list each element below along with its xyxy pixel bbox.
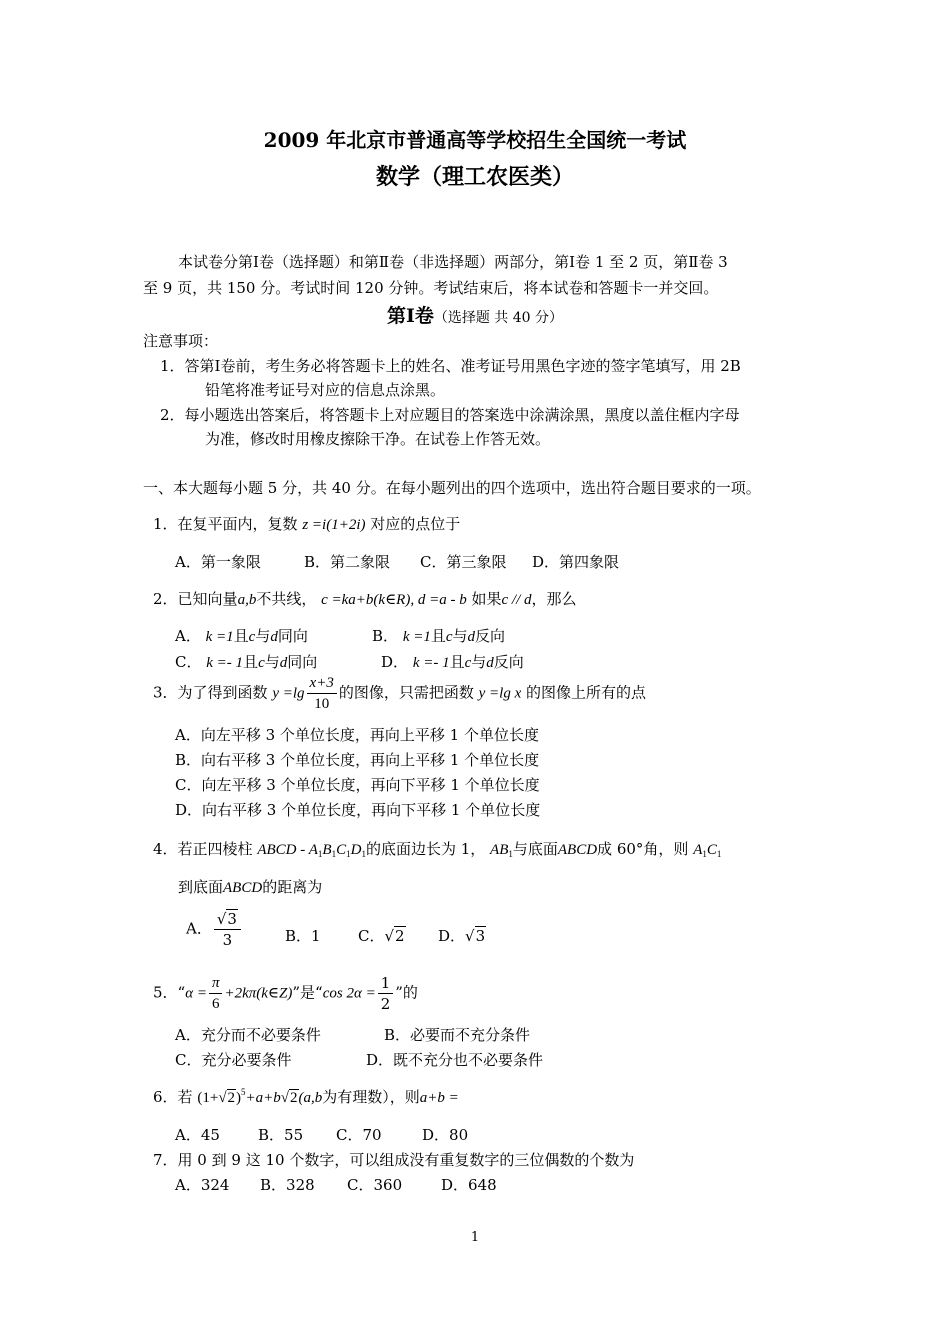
- q3-fraction-numerator: x+3: [307, 673, 337, 694]
- q4-option-c-label: C．: [358, 927, 385, 945]
- q4-a1c1-c: C: [706, 842, 717, 858]
- q4-option-d-label: D．: [438, 927, 466, 945]
- q4-stem: 若正四棱柱: [177, 840, 253, 858]
- q1-option-c: C．第三象限: [420, 553, 507, 571]
- q6-ab: (a,b: [298, 1090, 323, 1106]
- q3-text-1: 的图像，只需把函数: [338, 683, 474, 702]
- q2-stem: 已知向量: [177, 590, 238, 608]
- notice-item-2-line-1: 2．每小题选出答案后，将答题卡上对应题目的答案选中涂满涂黑，黑度以盖住框内字母: [160, 406, 740, 424]
- q2-option-b-k: k =1: [402, 629, 431, 645]
- q3-option-b: B．向右平移 3 个单位长度，再向上平移 1 个单位长度: [175, 751, 540, 769]
- q4-option-a-denominator: 3: [222, 931, 233, 949]
- question-6: [153, 1086, 459, 1107]
- q2-text-3: ，那么: [531, 590, 577, 608]
- question-7: 7．用 0 到 9 这 10 个数字，可以组成没有重复数字的三位偶数的个数为: [153, 1151, 635, 1169]
- q5-one: 1: [378, 973, 394, 994]
- part1-subtitle: （选择题 共 40 分）: [433, 310, 564, 326]
- q5-option-b: B．必要而不充分条件: [384, 1026, 531, 1044]
- q2-expression: c =ka+b(k∈R), d =a - b: [321, 592, 467, 608]
- q4-abcd: ABCD: [557, 842, 598, 858]
- q1-option-a: A．第一象限: [175, 553, 261, 571]
- q5-close-quote: ”是“: [292, 983, 323, 1002]
- q2-option-b-t2: 与: [452, 627, 468, 645]
- question-5: [153, 973, 418, 1014]
- q5-six: 6: [211, 996, 220, 1012]
- q6-rparen: ): [236, 1090, 242, 1106]
- q4-sub-a: 1: [317, 849, 323, 859]
- q3-text-2: 的图像上所有的点: [526, 683, 647, 702]
- q3-fraction: [307, 673, 337, 714]
- q2-option-b-label: B．: [372, 627, 399, 645]
- q7-option-d: D．648: [441, 1176, 497, 1194]
- q3-option-a: A．向左平移 3 个单位长度，再向上平移 1 个单位长度: [175, 726, 539, 744]
- q4-line2-text-2: 的距离为: [262, 878, 323, 896]
- q3-fraction-denominator: 10: [314, 696, 330, 712]
- q2-option-a: [175, 625, 308, 646]
- q4-text-3: 成 60°角，则: [597, 840, 689, 858]
- q2-option-c-t3: 同向: [287, 653, 318, 671]
- page-number: 1: [470, 1230, 480, 1245]
- section1-intro: 一、本大题每小题 5 分，共 40 分。在每小题列出的四个选项中，选出符合题目要求的一项。: [143, 479, 761, 497]
- q6-power: 5: [241, 1087, 246, 1097]
- exam-subtitle: 数学（理工农医类）: [375, 164, 574, 190]
- q3-expression-2: y =lg x: [478, 685, 522, 702]
- exam-title: 2009 年北京市普通高等学校招生全国统一考试: [263, 128, 687, 152]
- question-3: [153, 673, 646, 714]
- q2-option-a-k: k =1: [205, 629, 234, 645]
- q2-option-c-label: C．: [175, 653, 202, 671]
- q4-text-2: 与底面: [512, 840, 558, 858]
- q2-option-a-d: d: [270, 629, 278, 645]
- q5-alpha-eq: α =: [185, 985, 207, 1002]
- q5-open-quote: “: [177, 983, 186, 1002]
- q2-option-a-t1: 且: [233, 627, 249, 645]
- q2-option-c-d: d: [279, 655, 288, 671]
- q2-option-a-t3: 同向: [277, 627, 308, 645]
- q4-a1c1-sub-c: 1: [716, 849, 722, 859]
- q2-option-d-k: k =- 1: [412, 655, 450, 671]
- q4-ab1-text: AB: [490, 842, 509, 858]
- q6-stem: 若: [177, 1088, 193, 1106]
- q4-line2-text-1: 到底面: [178, 878, 224, 896]
- part1-heading: [0, 301, 950, 328]
- q4-number: 4．: [153, 840, 178, 858]
- q6-mid: +a+b: [245, 1090, 281, 1106]
- q4-option-a-label: A．: [186, 919, 212, 938]
- q4-option-b: B．1: [285, 927, 321, 945]
- q5-pi: π: [209, 973, 223, 994]
- q3-option-d: D．向右平移 3 个单位长度，再向下平移 1 个单位长度: [175, 801, 541, 819]
- notice-item-1-line-1: 1．答第Ⅰ卷前，考生务必将答题卡上的姓名、准考证号用黑色字迹的签字笔填写，用 2B: [160, 357, 741, 375]
- q5-option-a: A．充分而不必要条件: [175, 1026, 321, 1044]
- q1-option-d: D．第四象限: [532, 553, 620, 571]
- q3-stem: 为了得到函数: [177, 683, 268, 702]
- q4-option-c: C．√2: [358, 927, 405, 945]
- q4-a1c1-a: A: [693, 842, 703, 858]
- q4-prism-c: C: [336, 842, 347, 858]
- q2-option-c-t2: 与: [264, 653, 280, 671]
- q2-option-b-d: d: [467, 629, 476, 645]
- intro-line-1: 本试卷分第Ⅰ卷（选择题）和第Ⅱ卷（非选择题）两部分，第Ⅰ卷 1 至 2 页，第Ⅱ卷 3: [178, 253, 728, 271]
- q6-expression: $(1+√2)^5+a+b√2(a,b$: [197, 1087, 323, 1106]
- q1-expression: z =i(1+2i): [302, 517, 366, 533]
- question-4: [153, 838, 721, 859]
- q2-option-d-t1: 且: [449, 653, 465, 671]
- q4-option-a-fraction: [214, 909, 241, 950]
- q4-option-a: [186, 909, 243, 950]
- question-2: [153, 588, 577, 609]
- q4-prism-b: B: [322, 842, 332, 858]
- q4-prism: [257, 842, 366, 858]
- q4-line2-abcd: ABCD: [223, 880, 263, 896]
- notice-item-1-line-2: 铅笔将准考证号对应的信息点涂黑。: [205, 381, 446, 399]
- q1-stem: 在复平面内，复数: [177, 515, 298, 533]
- q4-option-a-radicand: 3: [227, 910, 237, 928]
- question-1: [153, 513, 460, 534]
- q4-a1c1: [693, 842, 721, 858]
- q4-option-c-radicand: 2: [395, 927, 405, 945]
- q2-option-d-c: c: [464, 655, 472, 671]
- q4-option-a-numerator: √3: [214, 909, 241, 930]
- q2-option-b-c: c: [445, 629, 453, 645]
- q3-y-lg: y =lg: [272, 685, 305, 702]
- q2-option-b-t3: 反向: [475, 627, 506, 645]
- q7-option-a: A．324: [175, 1176, 230, 1194]
- q2-option-b-t1: 且: [430, 627, 446, 645]
- q4-option-d-radicand: 3: [475, 927, 486, 945]
- notice-heading: 注意事项：: [143, 332, 219, 350]
- q6-lparen: (1+: [197, 1090, 219, 1106]
- q2-ab: a,b: [237, 592, 257, 608]
- q4-ab1-sub: 1: [508, 849, 513, 859]
- q4-text-1: 的底面边长为 1，: [365, 840, 486, 858]
- q1-number: 1．: [153, 515, 178, 533]
- q6-option-d: D．80: [422, 1126, 469, 1144]
- q2-option-a-label: A．: [175, 627, 201, 645]
- q1-tail: 对应的点位于: [370, 515, 461, 533]
- q2-option-b: [372, 625, 505, 646]
- q2-option-d: [381, 651, 524, 672]
- q2-parallel: c // d: [501, 592, 532, 608]
- q2-option-c-k: k =- 1: [206, 655, 244, 671]
- q6-option-b: B．55: [258, 1126, 304, 1144]
- q5-end: ”的: [395, 983, 418, 1002]
- q4-a1c1-sub-a: 1: [702, 849, 707, 859]
- q2-option-d-t2: 与: [471, 653, 487, 671]
- q5-half: [378, 973, 394, 1014]
- q1-option-b: B．第二象限: [304, 553, 391, 571]
- q6-end: a+b =: [419, 1090, 459, 1106]
- q2-option-c-c: c: [258, 655, 265, 671]
- q3-option-c: C．向左平移 3 个单位长度，再向下平移 1 个单位长度: [175, 776, 540, 794]
- q5-rest: +2kπ(k∈Z): [224, 985, 293, 1002]
- intro-line-2: 至 9 页，共 150 分。考试时间 120 分钟。考试结束后，将本试卷和答题卡一并交回。: [143, 279, 719, 297]
- q7-option-b: B．328: [260, 1176, 315, 1194]
- part1-title: 第Ⅰ卷: [386, 305, 434, 327]
- q2-option-a-t2: 与: [255, 627, 271, 645]
- q4-prism-d: D: [350, 842, 362, 858]
- q2-text-1: 不共线，: [256, 590, 317, 608]
- q2-option-c-t1: 且: [243, 653, 259, 671]
- q5-number: 5．: [153, 983, 178, 1002]
- q2-option-d-label: D．: [381, 653, 409, 671]
- q5-cos: cos 2α =: [322, 985, 376, 1002]
- q6-radicand-2: 2: [290, 1090, 298, 1106]
- q4-sub-d: 1: [361, 849, 366, 859]
- q4-option-d: D．√3: [438, 927, 486, 945]
- q2-text-2: 如果: [471, 590, 502, 608]
- q5-option-d: D．既不充分也不必要条件: [366, 1051, 544, 1069]
- q4-line-2: [178, 876, 322, 897]
- q2-option-c: [175, 651, 317, 672]
- q6-option-c: C．70: [336, 1126, 382, 1144]
- q2-option-a-c: c: [248, 629, 256, 645]
- q5-option-c: C．充分必要条件: [175, 1051, 292, 1069]
- q4-prism-abcd-a: ABCD - A: [257, 842, 318, 858]
- q5-two: 2: [380, 995, 391, 1013]
- q2-number: 2．: [153, 590, 178, 608]
- q6-number: 6．: [153, 1088, 178, 1106]
- q2-option-d-d: d: [486, 655, 494, 671]
- q4-sub-b: 1: [331, 849, 337, 859]
- q4-ab1: [490, 842, 513, 858]
- q6-option-a: A．45: [175, 1126, 220, 1144]
- q2-option-d-t3: 反向: [493, 653, 524, 671]
- q5-pi-over-6: [209, 973, 223, 1014]
- q3-number: 3．: [153, 683, 178, 702]
- q6-text-1: 为有理数），则: [322, 1088, 420, 1106]
- notice-item-2-line-2: 为准，修改时用橡皮擦除干净。在试卷上作答无效。: [205, 430, 551, 448]
- q7-option-c: C．360: [347, 1176, 403, 1194]
- q6-radicand: 2: [227, 1090, 236, 1106]
- q4-sub-c: 1: [346, 849, 351, 859]
